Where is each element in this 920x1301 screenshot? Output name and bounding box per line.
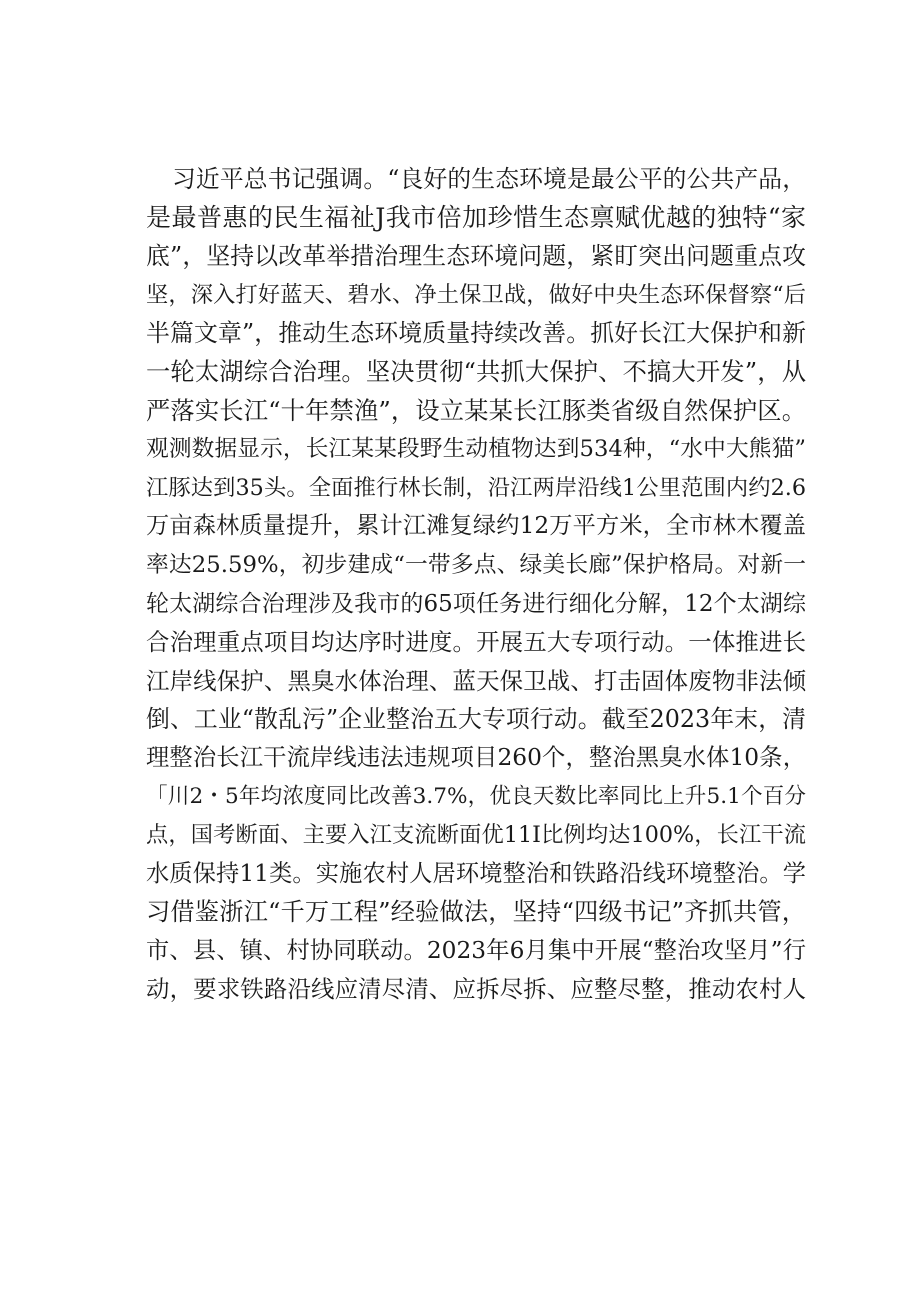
paragraph-line: 严落实长江“十年禁渔”，设立某某长江豚类省级自然保护区。 xyxy=(146,395,806,425)
paragraph-line: 半篇文章”，推动生态环境质量持续改善。抓好长江大保护和新 xyxy=(146,319,806,348)
paragraph-line: 理整治长江干流岸线违法违规项目260个，整治黑臭水体10条， xyxy=(146,743,806,771)
paragraph-line: 是最普惠的民生福祉J我市倍加珍惜生态禀赋优越的独特“家 xyxy=(146,202,806,232)
paragraph-line: 轮太湖综合治理涉及我市的65项任务进行细化分解，12个太湖综 xyxy=(146,590,806,617)
paragraph-line: 江豚达到35头。全面推行林长制，沿江两岸沿线1公里范围内约2.6 xyxy=(146,474,806,501)
paragraph-line: 习近平总书记强调。“良好的生态环境是最公平的公共产品， xyxy=(172,165,806,193)
paragraph-line: 「川2・5年均浓度同比改善3.7%，优良天数比率同比上升5.1个百分 xyxy=(146,783,806,809)
paragraph-line: 观测数据显示，长江某某段野生动植物达到534种，“水中大熊猫” xyxy=(146,436,806,463)
paragraph-line: 市、县、镇、村协同联动。2023年6月集中开展“整治攻坚月”行 xyxy=(146,936,806,964)
paragraph-line: 点，国考断面、主要入江支流断面优11I比例均达100%，长江干流 xyxy=(146,822,806,849)
paragraph-line: 水质保持11类。实施农村人居环境整治和铁路沿线环境整治。学 xyxy=(146,859,806,887)
paragraph-line: 倒、工业“散乱污”企业整治五大专项行动。截至2023年末，清 xyxy=(146,705,806,734)
paragraph-line: 底”，坚持以改革举措治理生态环境问题，紧盯突出问题重点攻 xyxy=(146,242,806,271)
paragraph-line: 动，要求铁路沿线应清尽清、应拆尽拆、应整尽整，推动农村人 xyxy=(146,975,806,1004)
paragraph-line: 万亩森林质量提升，累计江滩复绿约12万平方米，全市林木覆盖 xyxy=(146,512,806,540)
paragraph-line: 合治理重点项目均达序时进度。开展五大专项行动。一体推进长 xyxy=(146,628,806,657)
body-paragraph xyxy=(146,160,806,1009)
paragraph-line: 一轮太湖综合治理。坚决贯彻“共抓大保护、不搞大开发”，从 xyxy=(146,356,806,386)
paragraph-line: 江岸线保护、黑臭水体治理、蓝天保卫战、打击固体废物非法倾 xyxy=(146,666,806,695)
paragraph-line: 坚，深入打好蓝天、碧水、净土保卫战，做好中央生态环保督察“后 xyxy=(146,281,806,308)
paragraph-line: 率达25.59%，初步建成“一带多点、绿美长廊”保护格局。对新一 xyxy=(146,551,806,578)
paragraph-line: 习借鉴浙江“千万工程”经验做法，坚持“四级书记”齐抓共管， xyxy=(146,897,806,927)
